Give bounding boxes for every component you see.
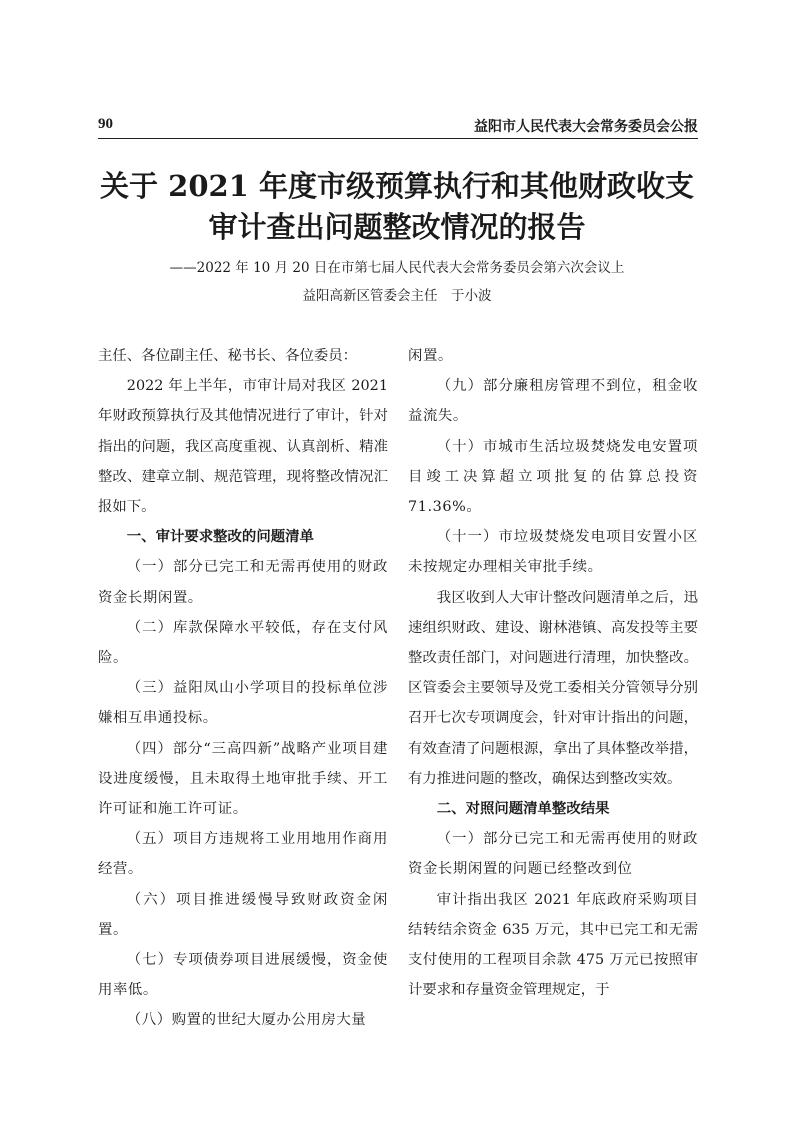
result-subheading-1: （一）部分已完工和无需再使用的财政资金长期闲置的问题已经整改到位 [408,831,698,878]
issue-item-9: （九）部分廉租房管理不到位，租金收益流失。 [408,378,698,425]
header-divider [98,138,698,139]
issue-item-8: （八）购置的世纪大厦办公用房大量 [126,1012,367,1029]
running-header [98,116,698,140]
page-number: 90 [98,116,113,132]
section-heading-1: 一、审计要求整改的问题清单 [126,529,314,546]
response-paragraph: 我区收到人大审计整改问题清单之后，迅速组织财政、建设、谢林港镇、高发投等主要整改责任部门，对问题进行清理，加快整改。区管委会主要领导及党工委相关分管领导分别召开七次专项调度会，针对审计指出的问题，有效查清了问题根源，拿出了具体整改举措，有力推进问题的整改，确保达到整改实效。 [408,589,698,787]
issue-item-7: （七）专项债券项目进展缓慢，资金使用率低。 [98,952,388,999]
issue-item-2: （二）库款保障水平较低，存在支付风险。 [98,619,388,667]
title-line-1: 关于 2021 年度市级预算执行和其他财政收支 [100,169,694,203]
report-subtitle: ——2022 年 10 月 20 日在市第七届人民代表大会常务委员会第六次会议上 [169,260,625,276]
issue-item-5: （五）项目方违规将工业用地用作商用经营。 [98,831,388,878]
salutation: 主任、各位副主任、秘书长、各位委员： [98,348,358,364]
journal-name: 益阳市人民代表大会常务委员会公报 [474,119,698,135]
issue-item-4: （四）部分“三高四新”战略产业项目建设进度缓慢，且未取得土地审批手续、开工许可证和施工许可证。 [98,740,388,818]
issue-item-10: （十）市城市生活垃圾焚烧发电安置项目竣工决算超立项批复的估算总投资 71.36%。 [408,438,698,516]
result-paragraph-1: 审计指出我区 2021 年底政府采购项目结转结余资金 635 万元，其中已完工和无需支付使用的工程项目余款 475 万元已按照审计要求和存量资金管理规定，于 [408,891,698,999]
issue-item-1: （一）部分已完工和无需再使用的财政资金长期闲置。 [98,559,388,606]
issue-item-3: （三）益阳凤山小学项目的投标单位涉嫌相互串通投标。 [98,680,388,727]
intro-paragraph: 2022 年上半年，市审计局对我区 2021 年财政预算执行及其他情况进行了审计，针对指出的问题，我区高度重视、认真剖析、精准整改、建章立制、规范管理，现将整改情况汇报如下。 [98,378,388,516]
report-author: 益阳高新区管委会主任 于小波 [302,288,492,304]
issue-item-8-continued: 闲置。 [408,348,453,364]
right-column [408,341,698,1005]
issue-item-11: （十一）市垃圾焚烧发电项目安置小区未按规定办理相关审批手续。 [408,529,698,576]
left-column [98,341,388,1036]
title-line-2: 审计查出问题整改情况的报告 [208,210,586,244]
report-title [60,166,734,248]
section-heading-2: 二、对照问题清单整改结果 [436,801,610,818]
issue-item-6: （六）项目推进缓慢导致财政资金闲置。 [98,891,388,938]
